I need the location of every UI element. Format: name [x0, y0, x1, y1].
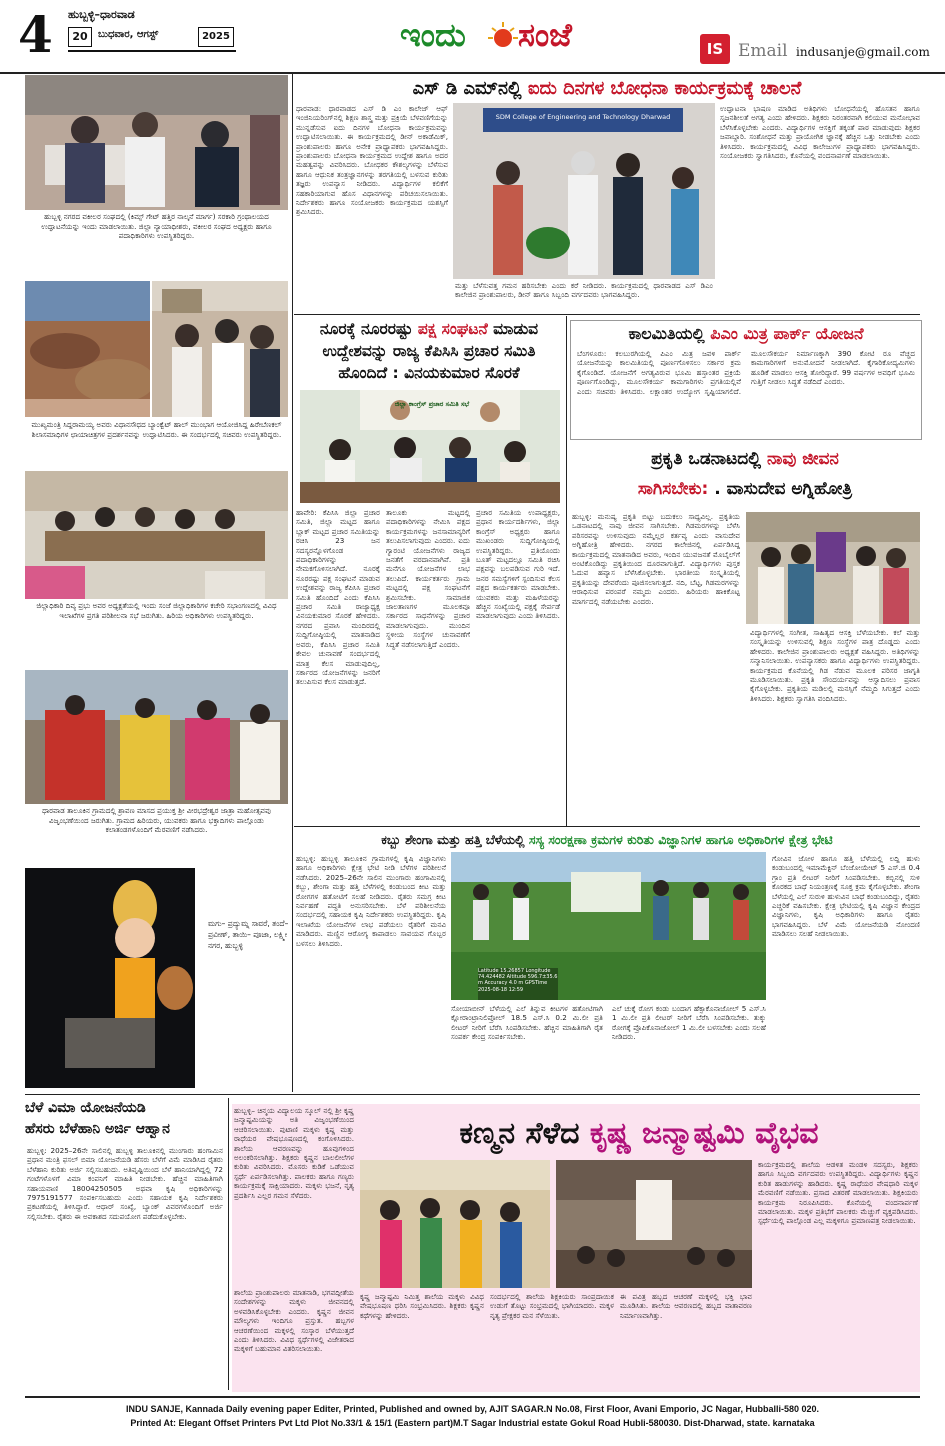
- photo-dc-meeting: [25, 471, 288, 599]
- masthead-rule: [68, 50, 236, 52]
- story5-headline-b: ಸಸ್ಯ ಸಂರಕ್ಷಣಾ ಕ್ರಮಗಳ ಕುರಿತು ವಿಜ್ಞಾನಿಗಳ ಹಾಗೂ ಅಧಿಕಾರಿಗಳ ಕ್ಷೇತ್ರ ಭೇಟಿ: [528, 832, 833, 847]
- story2-headline: [296, 318, 562, 386]
- story7-headline: [360, 1112, 918, 1156]
- story7-bottom-1: ಕೃಷ್ಣ ಜನ್ಮಾಷ್ಟಮಿ ನಿಮಿತ್ತ ಶಾಲೆಯ ಮಕ್ಕಳು ವಿವಿಧ ವೇಷಭೂಷಣ ಧರಿಸಿ ಸಂಭ್ರಮಿಸಿದರು. ಶಿಕ್ಷಕರು ಕೃಷ್ಣನ ಕಥೆಗಳನ್ನು ಹೇಳಿದರು.: [360, 1292, 484, 1320]
- caption-advocates-library: ಹುಬ್ಬಳ್ಳಿ ನಗರದ ವಕೀಲರ ಸಂಘದಲ್ಲಿ (ಕಿಮ್ಸ್ ಗೇಟ್ ಹತ್ತಿರ ನಾಲ್ಕನೆ ಮಾರ್ಗ) ಸರಕಾರಿ ಗ್ರಂಥಾಲಯದ ಉದ್ಘಾಟನೆಯನ್ನು ಇಂದು ಮಾಡಲಾಯಿತು. ಜಿಲ್ಲಾ ನ್ಯಾಯಾಧೀಶರು, ವಕೀಲರ ಸಂಘದ ಅಧ್ಯಕ್ಷರು ಹಾಗೂ ಪದಾಧಿಕಾರಿಗಳು ಉಪಸ್ಥಿತರಿದ್ದರು.: [41, 212, 272, 241]
- story2-right-divider: [566, 316, 567, 826]
- photo-cm-exhibition: [152, 281, 288, 417]
- story7-intro: ಹುಬ್ಬಳ್ಳಿ– ಚಿನ್ಮಯ ವಿದ್ಯಾಲಯ ಸ್ಕೂಲ್ ನಲ್ಲಿ ಶ್ರೀ ಕೃಷ್ಣ ಜನ್ಮಾಷ್ಟಮಿಯನ್ನು ಅತಿ ವಿಜೃಂಭಣೆಯಿಂದ ಆಚರಿಸಲಾಯಿತು. ಪುಟಾಣಿ ಮಕ್ಕಳು ಕೃಷ್ಣ ಮತ್ತು ರಾಧೆಯರ ವೇಷಭೂಷಣದಲ್ಲಿ ಕಂಗೊಳಿಸಿದರು. ಶಾಲೆಯ ಆವರಣವನ್ನು ಹೂವುಗಳಿಂದ ಅಲಂಕರಿಸಲಾಗಿತ್ತು. ಶಿಕ್ಷಕರು ಕೃಷ್ಣನ ಬಾಲಲೀಲೆಗಳ ಕುರಿತು ವಿವರಿಸಿದರು. ಮೊಸರು ಕುಡಿಕೆ ಒಡೆಯುವ ಸ್ಪರ್ಧೆ ಏರ್ಪಡಿಸಲಾಗಿತ್ತು. ಪಾಲಕರು ಹಾಗೂ ಗಣ್ಯರು ಕಾರ್ಯಕ್ರಮಕ್ಕೆ ಸಾಕ್ಷಿಯಾದರು. ಮಕ್ಕಳು ಭಜನೆ, ನೃತ್ಯ ಪ್ರದರ್ಶಿಸಿ ಎಲ್ಲರ ಗಮನ ಸೆಳೆದರು.: [234, 1106, 354, 1200]
- email-badge: IS: [700, 34, 730, 64]
- date-year: 2025: [198, 27, 234, 47]
- story1-body-right: ಉದ್ಘಾಟನಾ ಭಾಷಣ ಮಾಡಿದ ಅತಿಥಿಗಳು ಬೋಧನೆಯಲ್ಲಿ ಹೊಸತನ ಹಾಗೂ ಸೃಜನಶೀಲತೆ ಅಗತ್ಯ ಎಂದು ಹೇಳಿದರು. ಶಿಕ್ಷಕರು ನಿರಂತರವಾಗಿ ಕಲಿಯುವ ಮನೋಭಾವ ಬೆಳೆಸಿಕೊಳ್ಳಬೇಕು ಎಂದರು. ವಿದ್ಯಾರ್ಥಿಗಳ ಆಸಕ್ತಿಗೆ ತಕ್ಕಂತೆ ಪಾಠ ಮಾಡುವುದು ಶಿಕ್ಷಕರ ಜವಾಬ್ದಾರಿ. ಸಂಶೋಧನೆ ಮತ್ತು ಪ್ರಾಯೋಗಿಕ ಜ್ಞಾನಕ್ಕೆ ಹೆಚ್ಚಿನ ಒತ್ತು ನೀಡಬೇಕು ಎಂದು ತಿಳಿಸಿದರು. ಕಾರ್ಯಕ್ರಮದಲ್ಲಿ ವಿವಿಧ ಕಾಲೇಜುಗಳ ಪ್ರಾಧ್ಯಾಪಕರು ಭಾಗವಹಿಸಿದ್ದರು. ಸಂಯೋಜಕರು ಸ್ವಾಗತಿಸಿದರು, ಕೊನೆಯಲ್ಲಿ ವಂದನಾರ್ಪಣೆ ಮಾಡಲಾಯಿತು.: [720, 104, 920, 161]
- masthead: [0, 0, 945, 72]
- story3-box: [570, 320, 922, 440]
- story4-headline-d: . ವಾಸುದೇವ ಅಗ್ನಿಹೋತ್ರಿ: [714, 479, 853, 499]
- story2-headline-b: ಪಕ್ಷ ಸಂಘಟನೆ: [417, 320, 488, 338]
- email-address[interactable]: indusanje@gmail.com: [796, 45, 930, 59]
- footer-rule: [25, 1396, 920, 1398]
- story7-photo-hall: [556, 1160, 752, 1288]
- story6-divider: [228, 1098, 229, 1390]
- story1-photo: [453, 103, 715, 279]
- story2-col3: ಪ್ರಚಾರ ಸಮಿತಿಯ ಉಪಾಧ್ಯಕ್ಷರು, ಪ್ರಧಾನ ಕಾರ್ಯದರ್ಶಿಗಳು, ಜಿಲ್ಲಾ ಕಾಂಗ್ರೆಸ್ ಅಧ್ಯಕ್ಷರು ಹಾಗೂ ಮುಖಂಡರು ಸುದ್ದಿಗೋಷ್ಠಿಯಲ್ಲಿ ಉಪಸ್ಥಿತರಿದ್ದರು. ಪ್ರತಿಯೊಂದು ಬೂತ್ ಮಟ್ಟದಲ್ಲೂ ಸಮಿತಿ ರಚಿಸಿ ಪಕ್ಷವನ್ನು ಬಲಪಡಿಸುವ ಗುರಿ ಇದೆ. ಜನರ ಸಮಸ್ಯೆಗಳಿಗೆ ಸ್ಪಂದಿಸುವ ಕೆಲಸ ಪಕ್ಷದ ಕಾರ್ಯಕರ್ತರು ಮಾಡಬೇಕು. ಯುವಕರು ಮತ್ತು ಮಹಿಳೆಯರನ್ನು ಹೆಚ್ಚಿನ ಸಂಖ್ಯೆಯಲ್ಲಿ ಪಕ್ಷಕ್ಕೆ ಸೇರ್ಪಡೆ ಮಾಡಲಾಗುವುದು ಎಂದು ತಿಳಿಸಿದರು.: [476, 508, 560, 621]
- masthead-underline: [0, 72, 945, 74]
- story5-headline: [294, 830, 920, 850]
- photo-advocates-library: [25, 75, 288, 210]
- story6-headline: [25, 1098, 225, 1142]
- photo-stone-landscape: [25, 281, 150, 417]
- caption-village-procession: ಧಾರವಾಡ ತಾಲೂಕಿನ ಗ್ರಾಮದಲ್ಲಿ ಶ್ರಾವಣ ಮಾಸದ ಪ್ರಯುಕ್ತ ಶ್ರೀ ವೀರಭದ್ರೇಶ್ವರ ಜಾತ್ರಾ ಮಹೋತ್ಸವವು ವಿಜೃಂಭಣೆಯಿಂದ ಜರುಗಿತು. ಗ್ರಾಮದ ಹಿರಿಯರು, ಯುವಕರು ಹಾಗೂ ಭಕ್ತಾದಿಗಳು ಪಾಲ್ಗೊಂಡು ಕಲಾತಂಡಗಳೊಂದಿಗೆ ಮೆರವಣಿಗೆ ನಡೆಸಿದರು.: [42, 806, 271, 835]
- story5-right-col: ಗೋವಿನ ಜೋಳ ಹಾಗೂ ಹತ್ತಿ ಬೆಳೆಯಲ್ಲಿ ಲದ್ದಿ ಹುಳು ಕಂಡುಬಂದಲ್ಲಿ ಇಮಾಮೆಕ್ಟಿನ್ ಬೆಂಜೋಯೇಟ್ 5 ಎಸ್.ಜಿ 0.4 ಗ್ರಾಂ ಪ್ರತಿ ಲೀಟರ್ ನೀರಿಗೆ ಸಿಂಪಡಿಸಬೇಕು. ಕಬ್ಬಿನಲ್ಲಿ ಸುಳಿ ಕೊರಕದ ಬಾಧೆ ನಿಯಂತ್ರಣಕ್ಕೆ ಸೂಕ್ತ ಕ್ರಮ ಕೈಗೊಳ್ಳಬೇಕು. ಶೇಂಗಾ ಬೆಳೆಯಲ್ಲಿ ಎಲೆ ಸುರುಳಿ ಹುಳುವಿನ ಬಾಧೆ ಕಂಡುಬಂದಿದ್ದು, ರೈತರು ಎಚ್ಚರಿಕೆ ವಹಿಸಬೇಕು. ಕ್ಷೇತ್ರ ಭೇಟಿಯಲ್ಲಿ ಕೃಷಿ ವಿಜ್ಞಾನ ಕೇಂದ್ರದ ವಿಜ್ಞಾನಿಗಳು, ಕೃಷಿ ಅಧಿಕಾರಿಗಳು ಹಾಗೂ ರೈತರು ಭಾಗವಹಿಸಿದ್ದರು. ಬೆಳೆ ವಿಮೆ ಯೋಜನೆಯಡಿ ನೋಂದಣಿ ಮಾಡಿಸಲು ಸಲಹೆ ನೀಡಲಾಯಿತು.: [772, 854, 920, 939]
- child-caption: ಮಗು– ಪ್ರದ್ಯುಮ್ನ ಸಾವರೆ, ತಂದೆ– ಪ್ರವೀಣ್, ತಾಯಿ– ಪೂಜಾ, ಲಕ್ಷ್ಮೀ ನಗರ, ಹುಬ್ಬಳ್ಳಿ: [208, 919, 289, 950]
- photo-child-krishna: [25, 868, 195, 1088]
- lower-section-rule: [25, 1094, 920, 1095]
- story5-gps-stamp: Latitude 15.26857 Longitude 74.424482 Altitude 596.7±35.6 m Accuracy 4.0 m GPSTime 2025-08-18 12:59: [478, 968, 558, 1000]
- story4-headline-b: ನಾವು ಜೀವನ: [766, 449, 839, 469]
- story7-right-col: ಕಾರ್ಯಕ್ರಮದಲ್ಲಿ ಶಾಲೆಯ ಆಡಳಿತ ಮಂಡಳಿ ಸದಸ್ಯರು, ಶಿಕ್ಷಕರು ಹಾಗೂ ಸಿಬ್ಬಂದಿ ವರ್ಗದವರು ಉಪಸ್ಥಿತರಿದ್ದರು. ವಿದ್ಯಾರ್ಥಿಗಳು ಕೃಷ್ಣನ ಕುರಿತ ಹಾಡುಗಳನ್ನು ಹಾಡಿದರು. ಕೃಷ್ಣ ರಾಧೆಯರ ವೇಷಧಾರಿ ಮಕ್ಕಳ ಮೆರವಣಿಗೆ ನಡೆಯಿತು. ಪ್ರಸಾದ ವಿತರಣೆ ಮಾಡಲಾಯಿತು. ಶಿಕ್ಷಕಿಯರು ಕಾರ್ಯಕ್ರಮ ನಿರೂಪಿಸಿದರು. ಕೊನೆಯಲ್ಲಿ ವಂದನಾರ್ಪಣೆ ಮಾಡಲಾಯಿತು. ಮಕ್ಕಳ ಪ್ರತಿಭೆಗೆ ಪಾಲಕರು ಮೆಚ್ಚುಗೆ ವ್ಯಕ್ತಪಡಿಸಿದರು. ಸ್ಪರ್ಧೆಯಲ್ಲಿ ಪಾಲ್ಗೊಂಡ ಎಲ್ಲ ಮಕ್ಕಳಿಗೂ ಪ್ರಮಾಣಪತ್ರ ನೀಡಲಾಯಿತು.: [758, 1160, 918, 1226]
- logo-left: ಇಂದು: [400, 16, 466, 54]
- story7-bottom-3: ಈ ಪವಿತ್ರ ಹಬ್ಬದ ಆಚರಣೆ ಮಕ್ಕಳಲ್ಲಿ ಭಕ್ತಿ ಭಾವ ಮೂಡಿಸಿತು. ಶಾಲೆಯ ಆವರಣದಲ್ಲಿ ಹಬ್ಬದ ವಾತಾವರಣ ನಿರ್ಮಾಣವಾಗಿತ್ತು.: [620, 1292, 752, 1320]
- story5-col1: ಹುಬ್ಬಳ್ಳಿ: ಹುಬ್ಬಳ್ಳಿ ತಾಲೂಕಿನ ಗ್ರಾಮಗಳಲ್ಲಿ ಕೃಷಿ ವಿಜ್ಞಾನಿಗಳು ಹಾಗೂ ಅಧಿಕಾರಿಗಳು ಕ್ಷೇತ್ರ ಭೇಟಿ ನೀಡಿ ಬೆಳೆಗಳ ಪರಿಶೀಲನೆ ನಡೆಸಿದರು. 2025–26ನೇ ಸಾಲಿನ ಮುಂಗಾರು ಹಂಗಾಮಿನಲ್ಲಿ ಕಬ್ಬು, ಶೇಂಗಾ ಮತ್ತು ಹತ್ತಿ ಬೆಳೆಗಳಲ್ಲಿ ಕಂಡುಬಂದ ಕೀಟ ಮತ್ತು ರೋಗಗಳ ಹತೋಟಿಗೆ ಸಲಹೆ ನೀಡಿದರು. ರೈತರು ಸಮಗ್ರ ಕೀಟ ನಿರ್ವಹಣೆ ಪದ್ಧತಿ ಅನುಸರಿಸಬೇಕು. ಬೆಳೆ ಪರಿಶೀಲನೆಯ ಸಂದರ್ಭದಲ್ಲಿ ಸಹಾಯಕ ಕೃಷಿ ನಿರ್ದೇಶಕರು ಉಪಸ್ಥಿತರಿದ್ದರು. ಕೃಷಿ ಇಲಾಖೆಯ ಯೋಜನೆಗಳ ಲಾಭ ಪಡೆಯಲು ರೈತರಿಗೆ ಮನವಿ ಮಾಡಿದರು. ಮಣ್ಣಿನ ಆರೋಗ್ಯ ಕಾಪಾಡಲು ಸಾವಯವ ಗೊಬ್ಬರ ಬಳಸಲು ತಿಳಿಸಿದರು.: [296, 854, 446, 948]
- left-column-divider: [292, 74, 293, 1092]
- date-day: 20: [68, 27, 92, 47]
- story1-photo-caption: ಮತ್ತು ಬೆಳೆಸುವತ್ತ ಗಮನ ಹರಿಸಬೇಕು ಎಂದು ಕರೆ ನೀಡಿದರು. ಕಾರ್ಯಕ್ರಮದಲ್ಲಿ ಧಾರವಾಡದ ಎಸ್ ಡಿಎಂ ಕಾಲೇಜಿನ ಪ್ರಾಂಶುಪಾಲರು, ಡೀನ್ ಹಾಗೂ ಸಿಬ್ಬಂದಿ ವರ್ಗದವರು ಭಾಗವಹಿಸಿದ್ದರು.: [455, 281, 713, 300]
- story1-bottom-rule: [294, 314, 920, 315]
- logo-right: ಸಂಜೆ: [518, 16, 572, 54]
- story6-headline-2: ಹೆಸರು ಬೆಳೆಹಾನಿ ಅರ್ಜಿ ಆಹ್ವಾನ: [25, 1121, 170, 1137]
- logo: [400, 16, 600, 60]
- story3-body: ಬೆಂಗಳೂರು: ಕಲಬುರಗಿಯಲ್ಲಿ ಪಿಎಂ ಮಿತ್ರ ಜವಳಿ ಪಾರ್ಕ್ ಯೋಜನೆಯನ್ನು ಕಾಲಮಿತಿಯಲ್ಲಿ ಪೂರ್ಣಗೊಳಿಸಲು ಸರ್ಕಾರ ಕ್ರಮ ಕೈಗೊಂಡಿದೆ. ಯೋಜನೆಗೆ ಅಗತ್ಯವಿರುವ ಭೂಮಿ ಹಸ್ತಾಂತರ ಪ್ರಕ್ರಿಯೆ ಪೂರ್ಣಗೊಂಡಿದ್ದು, ಮೂಲಸೌಕರ್ಯ ಕಾಮಗಾರಿಗಳು ಪ್ರಗತಿಯಲ್ಲಿವೆ ಎಂದು ಸಚಿವರು ತಿಳಿಸಿದರು. ಲಕ್ಷಾಂತರ ಉದ್ಯೋಗ ಸೃಷ್ಟಿಯಾಗಲಿದೆ. ಮೂಲಸೌಕರ್ಯ ನಿರ್ಮಾಣಕ್ಕಾಗಿ 390 ಕೋಟಿ ರೂ ವೆಚ್ಚದ ಕಾಮಗಾರಿಗಳಿಗೆ ಅನುಮೋದನೆ ನೀಡಲಾಗಿದೆ. ಕೈಗಾರಿಕೋದ್ಯಮಿಗಳು ಹೂಡಿಕೆ ಮಾಡಲು ಆಸಕ್ತಿ ತೋರಿದ್ದಾರೆ. 99 ವರ್ಷಗಳ ಅವಧಿಗೆ ಭೂಮಿ ಗುತ್ತಿಗೆ ನೀಡಲು ಸಿದ್ಧತೆ ನಡೆದಿದೆ ಎಂದರು.: [577, 349, 915, 396]
- masthead-city: ಹುಬ್ಬಳ್ಳಿ–ಧಾರವಾಡ: [68, 8, 135, 21]
- story1-body-left: ಧಾರವಾಡ: ಧಾರವಾಡದ ಎಸ್ ಡಿ ಎಂ ಕಾಲೇಜ್ ಆಫ್ ಇಂಜಿನಿಯರಿಂಗ್‌ನಲ್ಲಿ ಶಿಕ್ಷಣ ಶಾಸ್ತ್ರ ಮತ್ತು ಪ್ರಕ್ರಿಯೆ ಬೆಳವಣಿಗೆಯನ್ನು ಮುನ್ನಡೆಸುವ ಐದು ದಿನಗಳ ಬೋಧನಾ ಕಾರ್ಯಕ್ರಮವನ್ನು ಉದ್ಘಾಟಿಸಲಾಯಿತು. ಈ ಕಾರ್ಯಕ್ರಮದಲ್ಲಿ ಡೀನ್ ಅಕಾಡೆಮಿಕ್, ಪ್ರಾಂಶುಪಾಲರು ಹಾಗೂ ಅನೇಕ ಪ್ರಾಧ್ಯಾಪಕರು ಭಾಗವಹಿಸಿದ್ದರು. ಪ್ರಾಂಶುಪಾಲರು ಬೋಧನಾ ಕಾರ್ಯಕ್ರಮದ ಉದ್ದೇಶ ಹಾಗೂ ಅದರ ಮಹತ್ವವನ್ನು ವಿವರಿಸಿದರು. ಬೋಧಕರ ಕೌಶಲ್ಯಗಳನ್ನು ಬೆಳೆಸುವ ಹಾಗೂ ಆಧುನಿಕ ತಂತ್ರಜ್ಞಾನಗಳನ್ನು ತರಗತಿಯಲ್ಲಿ ಬಳಸುವ ಕುರಿತು ತಜ್ಞರು ಉಪನ್ಯಾಸ ನೀಡಿದರು. ವಿದ್ಯಾರ್ಥಿಗಳ ಕಲಿಕೆಗೆ ಸಹಕಾರಿಯಾಗುವ ಹೊಸ ವಿಧಾನಗಳನ್ನು ಪರಿಚಯಿಸಲಾಯಿತು. ನಿರ್ದೇಶಕರು ಹಾಗೂ ಸಂಯೋಜಕರು ಕಾರ್ಯಕ್ರಮದ ಯಶಸ್ಸಿಗೆ ಶ್ರಮಿಸಿದರು.: [296, 104, 448, 217]
- story2-headline-line2: ಉದ್ದೇಶವನ್ನು ರಾಜ್ಯ ಕೆಪಿಸಿಸಿ ಪ್ರಚಾರ ಸಮಿತಿ: [322, 342, 536, 360]
- story7-photo-kids: [360, 1160, 550, 1288]
- story4-photo: [746, 512, 920, 624]
- story2-col2: ತಾಲೂಕು ಮಟ್ಟದಲ್ಲಿ ಪದಾಧಿಕಾರಿಗಳನ್ನು ನೇಮಿಸಿ ಪಕ್ಷದ ಕಾರ್ಯಕ್ರಮಗಳನ್ನು ಜನಸಾಮಾನ್ಯರಿಗೆ ತಲುಪಿಸಲಾಗುವುದು ಎಂದರು. ಐದು ಗ್ಯಾರಂಟಿ ಯೋಜನೆಗಳು ರಾಜ್ಯದ ಜನತೆಗೆ ವರದಾನವಾಗಿವೆ. ಪ್ರತಿ ಮನೆಗೂ ಯೋಜನೆಗಳ ಲಾಭ ತಲುಪಿದೆ. ಕಾರ್ಯಕರ್ತರು ಗ್ರಾಮ ಮಟ್ಟದಲ್ಲಿ ಪಕ್ಷ ಸಂಘಟನೆಗೆ ಶ್ರಮಿಸಬೇಕು. ಸಾಮಾಜಿಕ ಜಾಲತಾಣಗಳ ಮೂಲಕವೂ ಸರ್ಕಾರದ ಸಾಧನೆಗಳನ್ನು ಪ್ರಚಾರ ಮಾಡಲಾಗುವುದು. ಮುಂದಿನ ಸ್ಥಳೀಯ ಸಂಸ್ಥೆಗಳ ಚುನಾವಣೆಗೆ ಸಿದ್ಧತೆ ನಡೆಸಲಾಗುತ್ತಿದೆ ಎಂದರು.: [386, 508, 470, 649]
- story2-headline-a: ನೂರಕ್ಕೆ ನೂರರಷ್ಟು: [319, 320, 413, 338]
- story6-headline-1: ಬೆಳೆ ವಿಮಾ ಯೋಜನೆಯಡಿ: [25, 1100, 146, 1116]
- story3-headline-b: ಪಿಎಂ ಮಿತ್ರ ಪಾರ್ಕ್ ಯೋಜನೆ: [710, 324, 864, 343]
- logo-sun-icon: [488, 20, 518, 50]
- photo-village-procession: [25, 670, 288, 804]
- story5-headline-a: ಕಬ್ಬು ಶೇಂಗಾ ಮತ್ತು ಹತ್ತಿ ಬೆಳೆಯಲ್ಲಿ: [381, 832, 525, 847]
- date-text: ಬುಧವಾರ, ಆಗಸ್ಟ್: [98, 29, 159, 40]
- story4-bottom-rule: [294, 826, 920, 827]
- story2-banner: ಜಿಲ್ಲಾ ಕಾಂಗ್ರೆಸ್ ಪ್ರಚಾರ ಸಮಿತಿ ಸಭೆ: [394, 400, 470, 408]
- story3-headline-a: ಕಾಲಮಿತಿಯಲ್ಲಿ: [628, 324, 705, 343]
- story4-headline: [570, 444, 920, 508]
- story1-headline-b: ಐದು ದಿನಗಳ ಬೋಧನಾ ಕಾರ್ಯಕ್ರಮಕ್ಕೆ ಚಾಲನೆ: [527, 78, 802, 99]
- story1-banner: SDM College of Engineering and Technology Dharwad: [495, 113, 671, 121]
- email-label: Email: [738, 41, 788, 61]
- story5-under-photo-1: ಸೋಯಾಬೀನ್ ಬೆಳೆಯಲ್ಲಿ ಎಲೆ ತಿನ್ನುವ ಕೀಟಗಳ ಹತೋಟಿಗಾಗಿ ಕ್ಲೋರಾಂಟ್ರಾನಿಲಿಪ್ರೋಲ್ 18.5 ಎಸ್.ಸಿ 0.2 ಮಿ.ಲೀ ಪ್ರತಿ ಲೀಟರ್ ನೀರಿಗೆ ಬೆರೆಸಿ ಸಿಂಪಡಿಸಬೇಕು. ಹೆಚ್ಚಿನ ಮಾಹಿತಿಗಾಗಿ ರೈತ ಸಂಪರ್ಕ ಕೇಂದ್ರ ಸಂಪರ್ಕಿಸಬೇಕು.: [451, 1004, 603, 1042]
- story2-headline-line3: ಹೊಂದಿದೆ : ವಿನಯಕುಮಾರ ಸೊರಕೆ: [338, 364, 520, 382]
- story6-body: ಹುಬ್ಬಳ್ಳಿ: 2025–26ನೇ ಸಾಲಿನಲ್ಲಿ ಹುಬ್ಬಳ್ಳಿ ತಾಲೂಕಿನಲ್ಲಿ ಮುಂಗಾರು ಹಂಗಾಮಿನ ಪ್ರಧಾನ ಮಂತ್ರಿ ಫಸಲ್ ಬಿಮಾ ಯೋಜನೆಯಡಿ ಹೆಸರು ಬೆಳೆಗೆ ವಿಮೆ ಮಾಡಿಸಿದ ರೈತರು ಬೆಳೆಹಾನಿ ಕುರಿತು ಅರ್ಜಿ ಸಲ್ಲಿಸಬಹುದು. ಅತಿವೃಷ್ಟಿಯಿಂದ ಬೆಳೆ ಹಾನಿಯಾಗಿದ್ದಲ್ಲಿ 72 ಗಂಟೆಗಳೊಳಗೆ ವಿಮಾ ಕಂಪನಿಗೆ ಮಾಹಿತಿ ನೀಡಬೇಕು. ಹೆಚ್ಚಿನ ಮಾಹಿತಿಗಾಗಿ ಸಹಾಯವಾಣಿ 18004250505 ಅಥವಾ ಕೃಷಿ ಅಧಿಕಾರಿಗಳನ್ನು 7975191577 ಸಂಪರ್ಕಿಸಬಹುದು ಎಂದು ಸಹಾಯಕ ಕೃಷಿ ನಿರ್ದೇಶಕರು ಪ್ರಕಟಣೆಯಲ್ಲಿ ತಿಳಿಸಿದ್ದಾರೆ. ಆಧಾರ್ ಸಂಖ್ಯೆ, ಬ್ಯಾಂಕ್ ವಿವರಗಳೊಂದಿಗೆ ಅರ್ಜಿ ಸಲ್ಲಿಸಬೇಕು. ರೈತರು ಈ ಅವಕಾಶದ ಸದುಪಯೋಗ ಪಡೆದುಕೊಳ್ಳಬೇಕು.: [27, 1146, 223, 1221]
- caption-cm-exhibition: ಮುಖ್ಯಮಂತ್ರಿ ಸಿದ್ದರಾಮಯ್ಯ ಅವರು ವಿಧಾನಸೌಧದ ಬ್ಯಾಂಕ್ವೆಟ್ ಹಾಲ್ ಮುಂಭಾಗ ಆಯೋಜಿಸಿದ್ದ ಹಿರೇಬೆಣಕಲ್ ಶಿಲಾಸಮಾಧಿಗಳ ಛಾಯಾಚಿತ್ರಗಳ ಪ್ರದರ್ಶನವನ್ನು ಉದ್ಘಾಟಿಸಿದರು. ಈ ಸಂದರ್ಭದಲ್ಲಿ ಸಚಿವರು ಉಪಸ್ಥಿತರಿದ್ದರು.: [31, 420, 282, 439]
- story7-mid-col: ಶಾಲೆಯ ಪ್ರಾಂಶುಪಾಲರು ಮಾತನಾಡಿ, ಭಗವದ್ಗೀತೆಯ ಸಂದೇಶಗಳನ್ನು ಮಕ್ಕಳು ಜೀವನದಲ್ಲಿ ಅಳವಡಿಸಿಕೊಳ್ಳಬೇಕು ಎಂದರು. ಕೃಷ್ಣನ ಜೀವನ ಮೌಲ್ಯಗಳು ಇಂದಿಗೂ ಪ್ರಸ್ತುತ. ಹಬ್ಬಗಳ ಆಚರಣೆಯಿಂದ ಮಕ್ಕಳಲ್ಲಿ ಸಂಸ್ಕಾರ ಬೆಳೆಯುತ್ತದೆ ಎಂದು ತಿಳಿಸಿದರು. ವಿವಿಧ ಸ್ಪರ್ಧೆಗಳಲ್ಲಿ ವಿಜೇತರಾದ ಮಕ್ಕಳಿಗೆ ಬಹುಮಾನ ವಿತರಿಸಲಾಯಿತು.: [234, 1288, 354, 1354]
- story2-col1: ಹಾವೇರಿ: ಕೆಪಿಸಿಸಿ ಜಿಲ್ಲಾ ಪ್ರಚಾರ ಸಮಿತಿ, ಜಿಲ್ಲಾ ಮಟ್ಟದ ಹಾಗೂ ಬ್ಲಾಕ್ ಮಟ್ಟದ ಪ್ರಚಾರ ಸಮಿತಿಯನ್ನು ರಚಿಸಿ 23 ಜನ ಸದಸ್ಯರನ್ನೊಳಗೊಂಡ ಪದಾಧಿಕಾರಿಗಳನ್ನು ನೇಮಕಗೊಳಿಸಲಾಗಿದೆ. ನೂರಕ್ಕೆ ನೂರರಷ್ಟು ಪಕ್ಷ ಸಂಘಟನೆ ಮಾಡುವ ಉದ್ದೇಶವನ್ನು ರಾಜ್ಯ ಕೆಪಿಸಿಸಿ ಪ್ರಚಾರ ಸಮಿತಿ ಹೊಂದಿದೆ ಎಂದು ಕೆಪಿಸಿಸಿ ಪ್ರಚಾರ ಸಮಿತಿ ರಾಜ್ಯಾಧ್ಯಕ್ಷ ವಿನಯಕುಮಾರ ಸೊರಕೆ ಹೇಳಿದರು. ನಗರದ ಪ್ರವಾಸಿ ಮಂದಿರದಲ್ಲಿ ಸುದ್ದಿಗೋಷ್ಠಿಯಲ್ಲಿ ಮಾತನಾಡಿದ ಅವರು, ಕೆಪಿಸಿಸಿ ಪ್ರಚಾರ ಸಮಿತಿ ಕೇವಲ ಚುನಾವಣೆ ಸಂದರ್ಭದಲ್ಲಿ ಮಾತ್ರ ಕೆಲಸ ಮಾಡುವುದಿಲ್ಲ, ಸರ್ಕಾರದ ಯೋಜನೆಗಳನ್ನು ಜನರಿಗೆ ತಲುಪಿಸುವ ಕೆಲಸ ಮಾಡುತ್ತದೆ.: [296, 508, 380, 687]
- story5-under-photo-2: ಎಲೆ ಚುಕ್ಕೆ ರೋಗ ಕಂಡು ಬಂದಾಗ ಹೆಕ್ಸಾಕೊನಾಜೋಲ್ 5 ಎಸ್.ಸಿ 1 ಮಿ.ಲೀ ಪ್ರತಿ ಲೀಟರ್ ನೀರಿಗೆ ಬೆರೆಸಿ ಸಿಂಪಡಿಸಬೇಕು. ತುಕ್ಕು ರೋಗಕ್ಕೆ ಪ್ರೊಪಿಕೊನಾಜೋಲ್ 1 ಮಿ.ಲೀ ಬಳಸಬೇಕು ಎಂದು ಸಲಹೆ ನೀಡಿದರು.: [612, 1004, 766, 1042]
- caption-dc-meeting: ಜಿಲ್ಲಾಧಿಕಾರಿ ದಿವ್ಯ ಪ್ರಭು ಅವರ ಅಧ್ಯಕ್ಷತೆಯಲ್ಲಿ ಇಂದು ಸಂಜೆ ಜಿಲ್ಲಾಧಿಕಾರಿಗಳ ಕಚೇರಿ ಸಭಾಂಗಣದಲ್ಲಿ ವಿವಿಧ ಇಲಾಖೆಗಳ ಪ್ರಗತಿ ಪರಿಶೀಲನಾ ಸಭೆ ಜರುಗಿತು. ಹಿರಿಯ ಅಧಿಕಾರಿಗಳು ಉಪಸ್ಥಿತರಿದ್ದರು.: [36, 601, 277, 620]
- story3-headline: [571, 323, 921, 345]
- story4-col1: ಹುಬ್ಬಳ್ಳಿ: ಮನುಷ್ಯ ಪ್ರಕೃತಿ ಬಿಟ್ಟು ಬದುಕಲು ಸಾಧ್ಯವಿಲ್ಲ. ಪ್ರಕೃತಿಯ ಒಡನಾಟದಲ್ಲಿ ನಾವು ಜೀವನ ಸಾಗಿಸಬೇಕು. ಗಿಡಮರಗಳನ್ನು ಬೆಳೆಸಿ ಪರಿಸರವನ್ನು ಉಳಿಸುವುದು ನಮ್ಮೆಲ್ಲರ ಕರ್ತವ್ಯ ಎಂದು ವಾಸುದೇವ ಅಗ್ನಿಹೋತ್ರಿ ಹೇಳಿದರು. ನಗರದ ಕಾಲೇಜಿನಲ್ಲಿ ಏರ್ಪಡಿಸಿದ್ದ ಕಾರ್ಯಕ್ರಮದಲ್ಲಿ ಮಾತನಾಡಿದ ಅವರು, ಇಂದಿನ ಯುವಜನತೆ ಮೊಬೈಲ್‌ಗೆ ಅಂಟಿಕೊಂಡಿದ್ದು ಪ್ರಕೃತಿಯಿಂದ ದೂರವಾಗುತ್ತಿದೆ. ವಿದ್ಯಾರ್ಥಿಗಳು ಪುಸ್ತಕ ಓದುವ ಹವ್ಯಾಸ ಬೆಳೆಸಿಕೊಳ್ಳಬೇಕು. ಭಾರತೀಯ ಸಂಸ್ಕೃತಿಯಲ್ಲಿ ಪ್ರಕೃತಿಯನ್ನು ದೇವರೆಂದು ಪೂಜಿಸಲಾಗುತ್ತದೆ. ನದಿ, ಬೆಟ್ಟ, ಗಿಡಮರಗಳನ್ನು ಆರಾಧಿಸುವ ಪರಂಪರೆ ನಮ್ಮದು ಎಂದರು. ಹಿರಿಯರು ಹಾಕಿಕೊಟ್ಟ ಮಾರ್ಗದಲ್ಲಿ ನಡೆಯಬೇಕು ಎಂದರು.: [572, 512, 740, 606]
- footer-line2: Printed At: Elegant Offset Printers Pvt Ltd Plot No.33/1 & 15/1 (Eastern part)M.T Sagar Industrial estate Gokul Road Hubli-580030. Dist-Dharwad, state. karnataka: [130, 1418, 815, 1428]
- story4-headline-a: ಪ್ರಕೃತಿ ಒಡನಾಟದಲ್ಲಿ: [651, 449, 762, 469]
- story7-bottom-2: ಸಂದರ್ಭದಲ್ಲಿ ಶಾಲೆಯ ಶಿಕ್ಷಕಿಯರು ಸಾಂಪ್ರದಾಯಿಕ ಉಡುಗೆ ತೊಟ್ಟು ಸಂಭ್ರಮದಲ್ಲಿ ಭಾಗಿಯಾದರು. ಮಕ್ಕಳ ನೃತ್ಯ ಪ್ರೇಕ್ಷಕರ ಮನ ಸೆಳೆಯಿತು.: [490, 1292, 614, 1320]
- story7-headline-a: ಕಣ್ಮನ ಸೆಳೆದ: [459, 1116, 580, 1151]
- story1-headline-a: ಎಸ್ ಡಿ ಎಮ್‌ನಲ್ಲಿ: [412, 78, 522, 99]
- story2-headline-c: ಮಾಡುವ: [493, 320, 539, 338]
- page-number: 4: [18, 5, 53, 64]
- story4-col2: ವಿದ್ಯಾರ್ಥಿಗಳಲ್ಲಿ ಸಂಗೀತ, ಸಾಹಿತ್ಯದ ಆಸಕ್ತಿ ಬೆಳೆಯಬೇಕು. ಕಲೆ ಮತ್ತು ಸಂಸ್ಕೃತಿಯನ್ನು ಉಳಿಸುವಲ್ಲಿ ಶಿಕ್ಷಣ ಸಂಸ್ಥೆಗಳ ಪಾತ್ರ ದೊಡ್ಡದು ಎಂದು ಹೇಳಿದರು. ಕಾಲೇಜಿನ ಪ್ರಾಂಶುಪಾಲರು ಅಧ್ಯಕ್ಷತೆ ವಹಿಸಿದ್ದರು. ಅತಿಥಿಗಳನ್ನು ಸನ್ಮಾನಿಸಲಾಯಿತು. ಉಪನ್ಯಾಸಕರು ಹಾಗೂ ವಿದ್ಯಾರ್ಥಿಗಳು ಉಪಸ್ಥಿತರಿದ್ದರು. ಕಾರ್ಯಕ್ರಮದ ಕೊನೆಯಲ್ಲಿ ಗಿಡ ನೆಡುವ ಮೂಲಕ ಪರಿಸರ ಜಾಗೃತಿ ಮೂಡಿಸಲಾಯಿತು. ಪ್ರಕೃತಿ ಸೌಂದರ್ಯವನ್ನು ಆಸ್ವಾದಿಸಲು ಪ್ರವಾಸ ಕೈಗೊಳ್ಳಬೇಕು. ಪ್ರಕೃತಿಯ ಮಡಿಲಲ್ಲಿ ಮನಸ್ಸಿಗೆ ನೆಮ್ಮದಿ ಸಿಗುತ್ತದೆ ಎಂದು ತಿಳಿಸಿದರು. ಶಿಕ್ಷಕರು ಸ್ವಾಗತಿಸಿ ವಂದಿಸಿದರು.: [750, 628, 920, 703]
- story1-headline: [294, 78, 920, 100]
- story7-headline-b: ಕೃಷ್ಣ ಜನ್ಮಾಷ್ಟಮಿ ವೈಭವ: [589, 1116, 819, 1151]
- footer-line1: INDU SANJE, Kannada Daily evening paper Editer, Printed, Published and owned by, AJIT SAGAR.N No.08, First Floor, Avani Emporio, JC Nagar, Hubballi-580 020.: [126, 1404, 819, 1414]
- story4-headline-c: ಸಾಗಿಸಬೇಕು:: [637, 479, 709, 499]
